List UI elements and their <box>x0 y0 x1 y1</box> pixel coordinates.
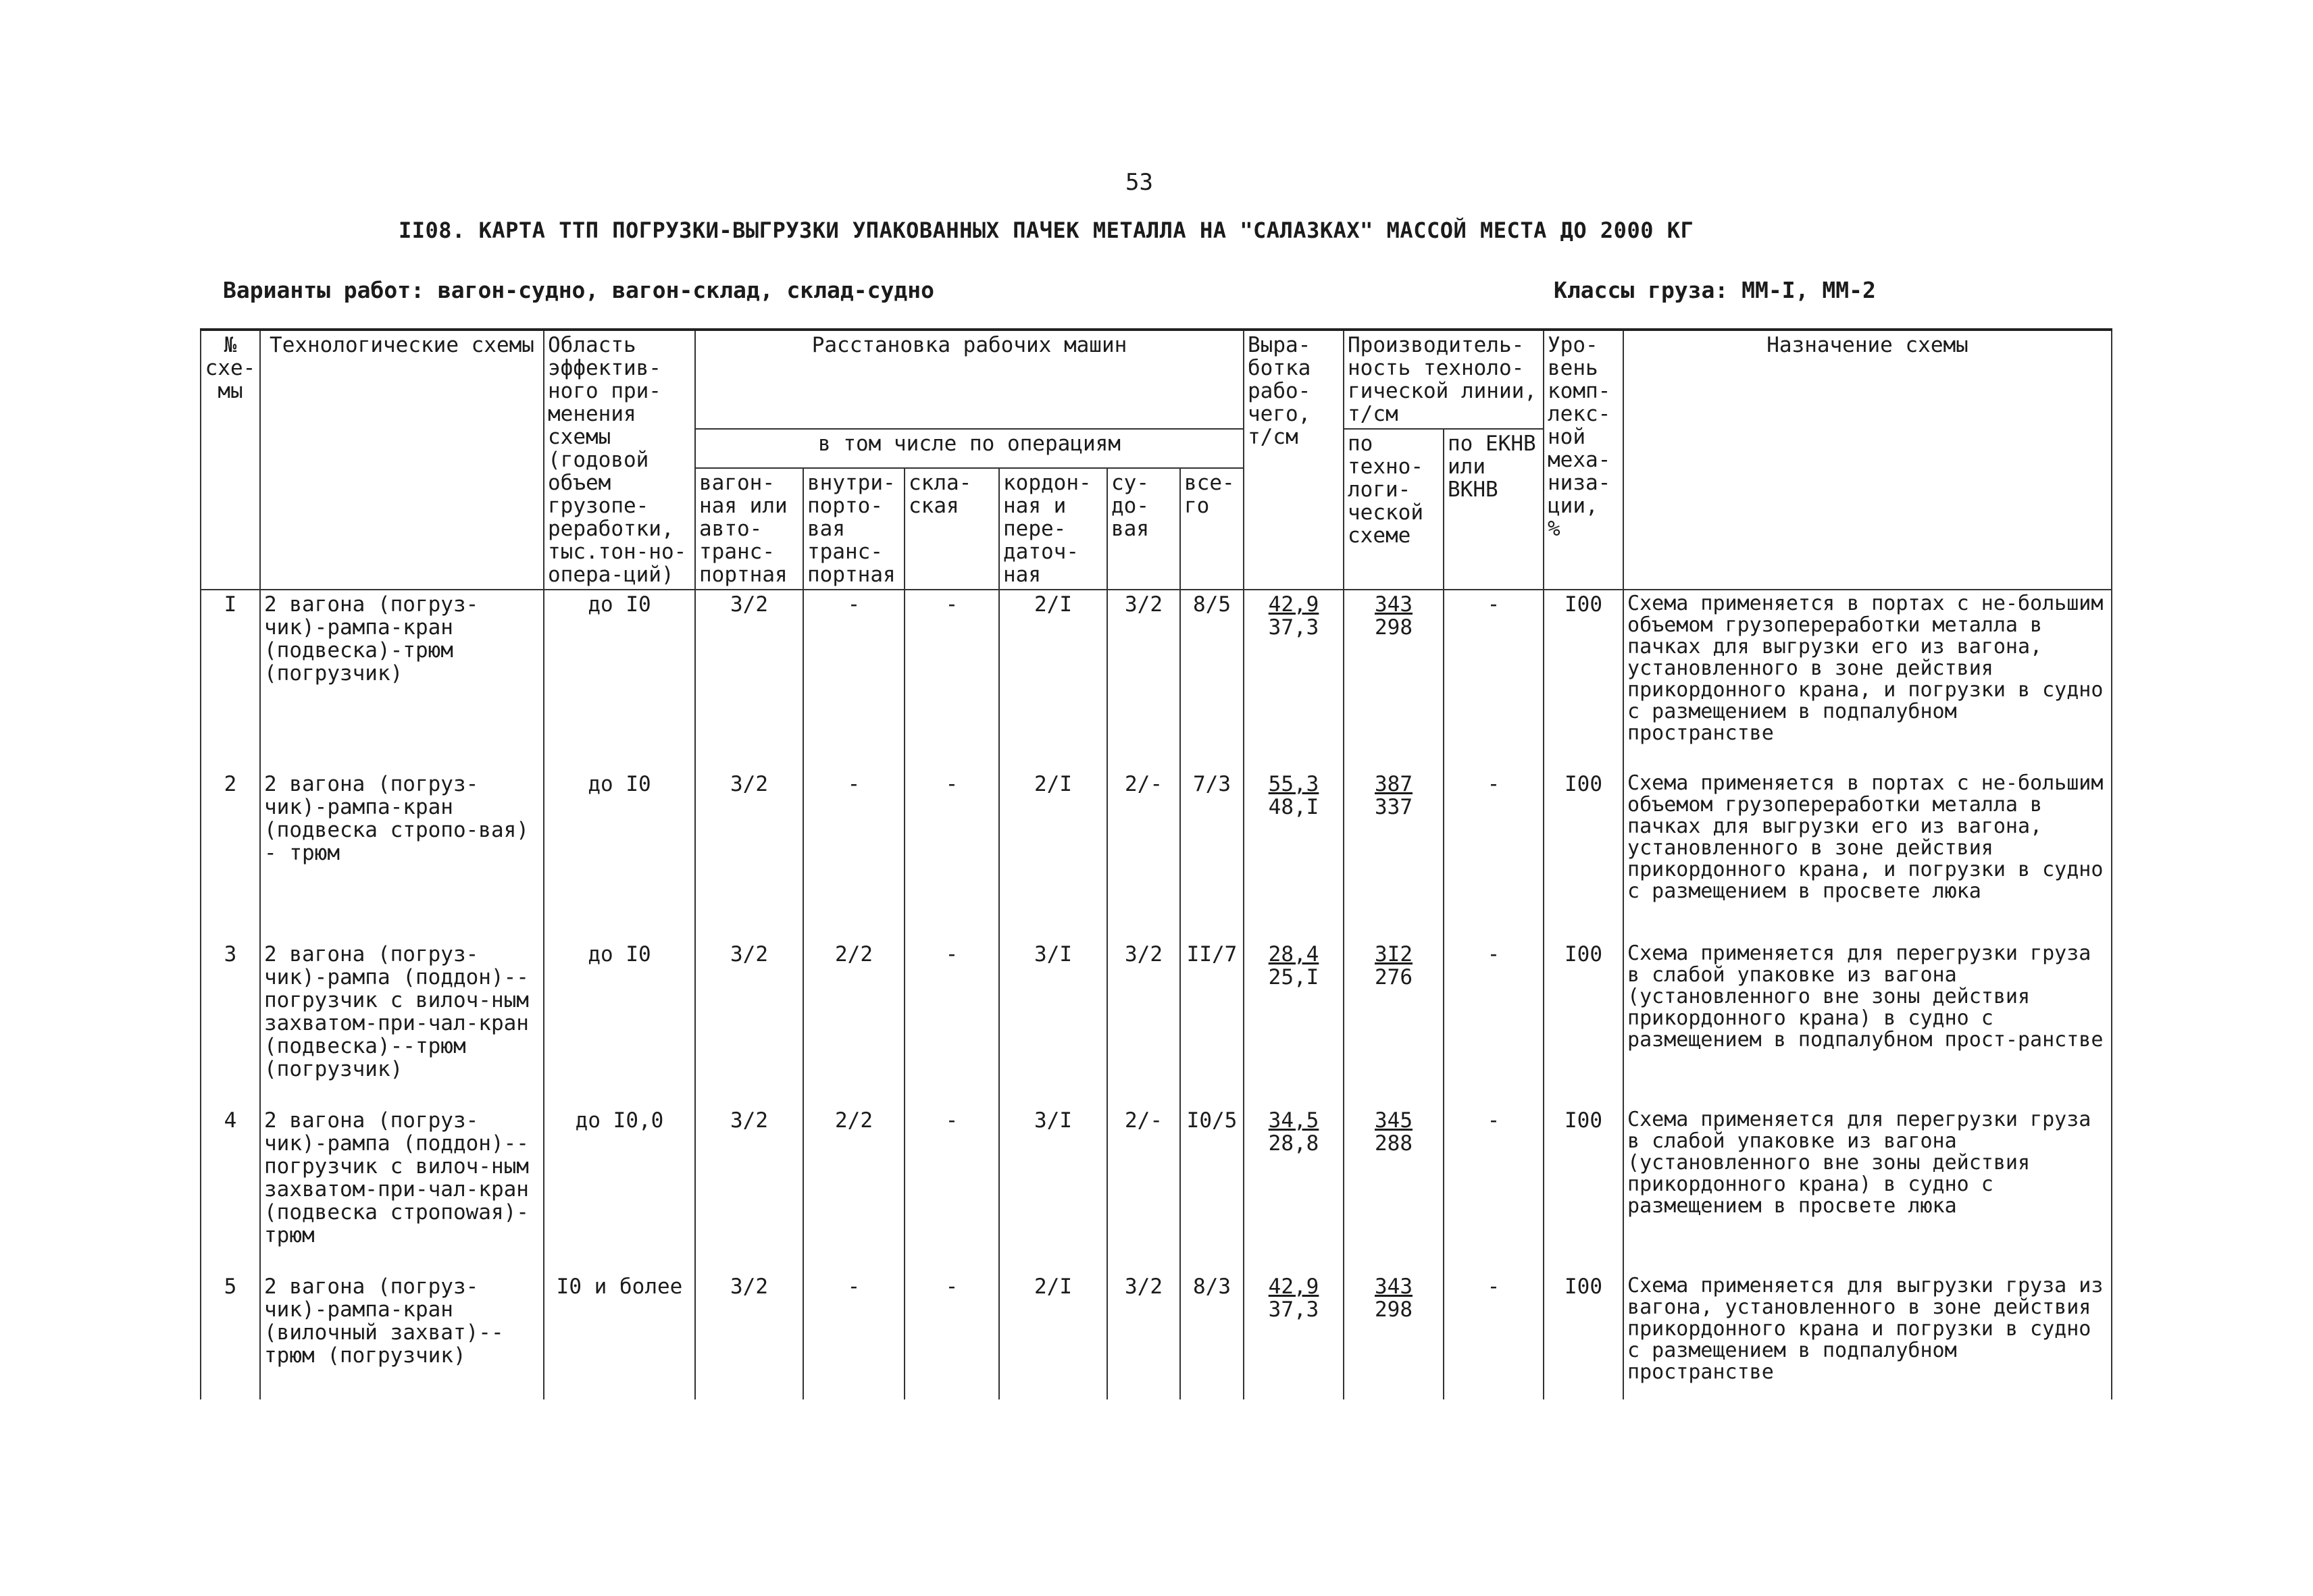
row-op-ship: 3/2 <box>1107 940 1180 1106</box>
document-title: II08. КАРТА ТТП ПОГРУЗКИ-ВЫГРУЗКИ УПАКОВАННЫХ ПАЧЕК МЕТАЛЛА НА "САЛАЗКАХ" МАССОЙ МЕСТА ДО 2000 КГ <box>399 217 1694 243</box>
header-op-ship: су-до-вая <box>1107 468 1180 590</box>
row-output-bottom: 37,3 <box>1268 615 1319 640</box>
row-area: I0 и более <box>544 1272 695 1399</box>
row-output <box>1244 1106 1344 1272</box>
header-op-store: скла-ская <box>905 468 999 590</box>
row-op-wagon: 3/2 <box>695 770 803 940</box>
row-number: 4 <box>201 1106 260 1272</box>
row-prod-bottom: 288 <box>1375 1131 1413 1156</box>
row-op-store: - <box>905 770 999 940</box>
row-mechanization: I00 <box>1544 1272 1623 1399</box>
row-number: 2 <box>201 770 260 940</box>
header-by-operations: в том числе по операциям <box>695 429 1244 468</box>
row-output <box>1244 940 1344 1106</box>
row-prod-bottom: 298 <box>1375 615 1413 640</box>
row-prod-bottom: 298 <box>1375 1297 1413 1322</box>
header-mechanization-level: Уро-вень комп-лекс-ной меха-низа-ции, % <box>1544 330 1623 590</box>
row-scheme: 2 вагона (погруз-чик)-рампа (поддон)--погрузчик с вилоч-ным захватом-при-чал-кран (подвеска стропowая)- трюм <box>260 1106 544 1272</box>
row-op-wagon: 3/2 <box>695 940 803 1106</box>
header-op-internal: внутри-порто-вая транс-портная <box>803 468 905 590</box>
row-area: до I0,0 <box>544 1106 695 1272</box>
row-mechanization: I00 <box>1544 770 1623 940</box>
table-row <box>201 1272 2112 1399</box>
row-number: 5 <box>201 1272 260 1399</box>
row-mechanization: I00 <box>1544 590 1623 770</box>
header-application-area: Область эффектив-ного при-менения схемы (годовой объем грузопе-реработки, тыс.тон-но-опера-ций) <box>544 330 695 590</box>
table-row <box>201 770 2112 940</box>
ttp-table <box>200 328 2112 1399</box>
table-row <box>201 1106 2112 1272</box>
row-op-internal: - <box>803 770 905 940</box>
row-ekhnv: - <box>1444 770 1544 940</box>
row-op-internal: - <box>803 590 905 770</box>
header-tech-schemes: Технологические схемы <box>260 330 544 590</box>
row-op-cordon: 2/I <box>999 770 1107 940</box>
header-scheme-purpose: Назначение схемы <box>1623 330 2112 590</box>
row-prod-top: 343 <box>1375 592 1413 617</box>
row-productivity <box>1344 940 1444 1106</box>
row-prod-top: 387 <box>1375 772 1413 796</box>
row-output <box>1244 590 1344 770</box>
row-area: до I0 <box>544 940 695 1106</box>
row-op-store: - <box>905 590 999 770</box>
table-row <box>201 940 2112 1106</box>
table-row <box>201 590 2112 770</box>
row-ekhnv: - <box>1444 1272 1544 1399</box>
row-op-ship: 2/- <box>1107 770 1180 940</box>
row-prod-bottom: 276 <box>1375 965 1413 989</box>
row-output-top: 42,9 <box>1268 592 1319 617</box>
row-purpose: Схема применяется для перегрузки груза в слабой упаковке из вагона (установленного вне зоны действия прикордонного крана) в судно с размещением в подпалубном прост-ранстве <box>1623 940 2112 1106</box>
header-worker-output: Выра-ботка рабо-чего, т/см <box>1244 330 1344 590</box>
cargo-classes: Классы груза: ММ-I, ММ-2 <box>1554 277 1876 303</box>
header-prod-by-ekhnv: по ЕКНВ или ВКНВ <box>1444 429 1544 590</box>
row-ekhnv: - <box>1444 940 1544 1106</box>
row-op-ship: 3/2 <box>1107 590 1180 770</box>
row-output <box>1244 1272 1344 1399</box>
row-op-cordon: 3/I <box>999 940 1107 1106</box>
row-prod-top: 3I2 <box>1375 942 1413 967</box>
work-variants: Варианты работ: вагон-судно, вагон-склад, склад-судно <box>223 277 934 303</box>
row-op-internal: 2/2 <box>803 1106 905 1272</box>
row-op-store: - <box>905 1106 999 1272</box>
header-op-cordon: кордон-ная и пере-даточ-ная <box>999 468 1107 590</box>
row-op-total: 7/3 <box>1180 770 1244 940</box>
header-line-productivity: Производитель-ность техноло-гической линии, т/см <box>1344 330 1544 429</box>
row-mechanization: I00 <box>1544 940 1623 1106</box>
header-machine-placement: Расстановка рабочих машин <box>695 330 1244 429</box>
row-purpose: Схема применяется для выгрузки груза из вагона, установленного в зоне действия прикордонного крана и погрузки в судно с размещением в подпалубном пространстве <box>1623 1272 2112 1399</box>
row-op-wagon: 3/2 <box>695 1272 803 1399</box>
row-scheme: 2 вагона (погруз-чик)-рампа-кран (вилочный захват)--трюм (погрузчик) <box>260 1272 544 1399</box>
row-output-bottom: 28,8 <box>1268 1131 1319 1156</box>
row-op-store: - <box>905 940 999 1106</box>
row-op-cordon: 2/I <box>999 1272 1107 1399</box>
row-output-top: 28,4 <box>1268 942 1319 967</box>
row-area: до I0 <box>544 590 695 770</box>
row-output <box>1244 770 1344 940</box>
row-op-wagon: 3/2 <box>695 1106 803 1272</box>
row-op-total: 8/3 <box>1180 1272 1244 1399</box>
row-prod-top: 345 <box>1375 1108 1413 1133</box>
row-purpose: Схема применяется в портах с не-большим объемом грузопереработки металла в пачках для выгрузки его из вагона, установленного в зоне действия прикордонного крана, и погрузки в судно с размещением в просвете люка <box>1623 770 2112 940</box>
row-op-internal: - <box>803 1272 905 1399</box>
row-op-total: II/7 <box>1180 940 1244 1106</box>
row-ekhnv: - <box>1444 1106 1544 1272</box>
row-op-total: I0/5 <box>1180 1106 1244 1272</box>
header-prod-by-scheme: по техно-логи-ческой схеме <box>1344 429 1444 590</box>
row-output-top: 42,9 <box>1268 1275 1319 1299</box>
row-area: до I0 <box>544 770 695 940</box>
row-scheme: 2 вагона (погруз-чик)-рампа (поддон)--погрузчик с вилоч-ным захватом-при-чал-кран (подвеска)--трюм (погрузчик) <box>260 940 544 1106</box>
row-purpose: Схема применяется для перегрузки груза в слабой упаковке из вагона (установленного вне зоны действия прикордонного крана) в судно с размещением в просвете люка <box>1623 1106 2112 1272</box>
row-output-top: 55,3 <box>1268 772 1319 796</box>
row-prod-bottom: 337 <box>1375 795 1413 819</box>
row-number: I <box>201 590 260 770</box>
header-scheme-number: № схе-мы <box>201 330 260 590</box>
row-output-top: 34,5 <box>1268 1108 1319 1133</box>
page-number: 53 <box>1125 169 1153 196</box>
row-op-internal: 2/2 <box>803 940 905 1106</box>
row-op-ship: 3/2 <box>1107 1272 1180 1399</box>
row-op-wagon: 3/2 <box>695 590 803 770</box>
row-productivity <box>1344 590 1444 770</box>
row-output-bottom: 25,I <box>1268 965 1319 989</box>
row-purpose: Схема применяется в портах с не-большим объемом грузопереработки металла в пачках для выгрузки его из вагона, установленного в зоне действия прикордонного крана, и погрузки в судно с размещением в подпалубном пространстве <box>1623 590 2112 770</box>
row-mechanization: I00 <box>1544 1106 1623 1272</box>
row-scheme: 2 вагона (погруз-чик)-рампа-кран (подвеска стропо-вая) - трюм <box>260 770 544 940</box>
row-op-total: 8/5 <box>1180 590 1244 770</box>
row-op-store: - <box>905 1272 999 1399</box>
row-op-cordon: 2/I <box>999 590 1107 770</box>
row-output-bottom: 48,I <box>1268 795 1319 819</box>
row-ekhnv: - <box>1444 590 1544 770</box>
row-op-cordon: 3/I <box>999 1106 1107 1272</box>
row-productivity <box>1344 1272 1444 1399</box>
row-output-bottom: 37,3 <box>1268 1297 1319 1322</box>
header-op-wagon: вагон-ная или авто-транс-портная <box>695 468 803 590</box>
row-scheme: 2 вагона (погруз-чик)-рампа-кран (подвеска)-трюм (погрузчик) <box>260 590 544 770</box>
row-productivity <box>1344 770 1444 940</box>
row-prod-top: 343 <box>1375 1275 1413 1299</box>
row-productivity <box>1344 1106 1444 1272</box>
header-op-total: все-го <box>1180 468 1244 590</box>
row-number: 3 <box>201 940 260 1106</box>
row-op-ship: 2/- <box>1107 1106 1180 1272</box>
